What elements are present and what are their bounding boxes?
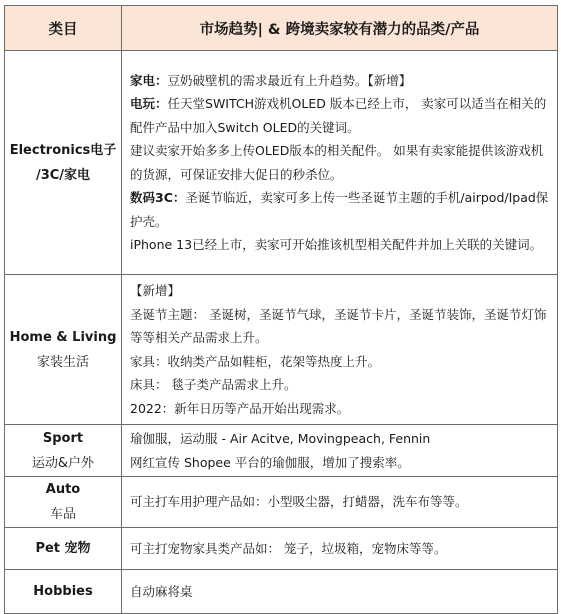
table-row-sport <box>5 425 558 477</box>
category-label: Electronics电子 <box>9 142 117 158</box>
content-line: iPhone 13已经上市，卖家可开始推该机型相关配件并加上关联的关键词。 <box>130 237 543 252</box>
header-row <box>5 6 558 51</box>
content-line: 可主打宠物家具类产品如： 笼子，垃圾箱，宠物床等等。 <box>130 540 447 556</box>
table-row-electronics <box>5 51 558 275</box>
content-line: 自动麻将桌 <box>130 583 193 599</box>
content-line: 网红宣传 Shopee 平台的瑜伽服，增加了搜索率。 <box>130 454 410 470</box>
category-home <box>5 275 122 425</box>
content-bold-label: 家电： <box>130 72 168 88</box>
category-hobbies: Hobbies <box>5 570 122 614</box>
table-row-home <box>5 275 558 425</box>
content-line: 圣诞节主题： 圣诞树，圣诞节气球，圣诞节卡片，圣诞节装饰，圣诞节灯饰等等相关产品需求上升。 <box>130 306 547 345</box>
content-line: 建议卖家开始多多上传OLED版本的相关配件。 如果有卖家能提供该游戏机的货源，可保证安排大促日的秒杀位。 <box>130 143 544 182</box>
category-sublabel: /3C/家电 <box>35 167 91 183</box>
category-electronics <box>5 51 122 275</box>
category-sublabel: 家装生活 <box>36 354 89 370</box>
category-label: Home & Living <box>9 329 117 345</box>
content-hobbies <box>122 570 558 614</box>
content-bold-label: 数码3C： <box>130 190 186 205</box>
content-line <box>130 69 551 93</box>
category-label: Auto <box>45 482 81 497</box>
content-home <box>122 275 558 425</box>
content-auto <box>122 477 558 528</box>
category-label: Sport <box>42 430 84 446</box>
content-text: 任天堂SWITCH游戏机OLED 版本已经上市， 卖家可以适当在相关的配件产品中加入Switch OLED的关键词。 <box>130 96 547 135</box>
content-line: 2022：新年日历等产品开始出现需求。 <box>130 400 350 416</box>
content-text: 圣诞节临近，卖家可多上传一些圣诞节主题的手机/airpod/Ipad保护壳。 <box>130 190 549 229</box>
table-row-auto <box>5 477 558 528</box>
category-auto <box>5 477 122 528</box>
content-line: 瑜伽服，运动服 - Air Acitve, Movingpeach, Fennin <box>130 431 431 446</box>
content-line: 床具： 毯子类产品需求上升。 <box>130 377 297 392</box>
table-row-hobbies <box>5 570 558 614</box>
category-sport <box>5 425 122 477</box>
content-text: 豆奶破壁机的需求最近有上升趋势。【新增】 <box>167 72 412 88</box>
content-pet <box>122 528 558 570</box>
content-line: 家具：收纳类产品如鞋柜，花架等热度上升。 <box>130 353 381 369</box>
trend-table <box>4 5 558 614</box>
content-line <box>130 92 551 139</box>
content-line: 【新增】 <box>130 283 181 298</box>
content-line: 可主打车用护理产品如：小型吸尘器，打蜡器，洗车布等等。 <box>130 494 468 510</box>
category-sublabel: 车品 <box>49 507 76 522</box>
header-trend: 市场趋势| & 跨境卖家较有潜力的品类/产品 <box>122 6 558 51</box>
category-sublabel: 运动&户外 <box>31 455 95 471</box>
content-electronics <box>122 51 558 275</box>
table-row-pet <box>5 528 558 570</box>
header-category: 类目 <box>5 6 122 51</box>
content-line <box>130 186 551 233</box>
content-bold-label: 电玩： <box>130 96 168 111</box>
category-pet: Pet 宠物 <box>5 528 122 570</box>
content-sport <box>122 425 558 477</box>
